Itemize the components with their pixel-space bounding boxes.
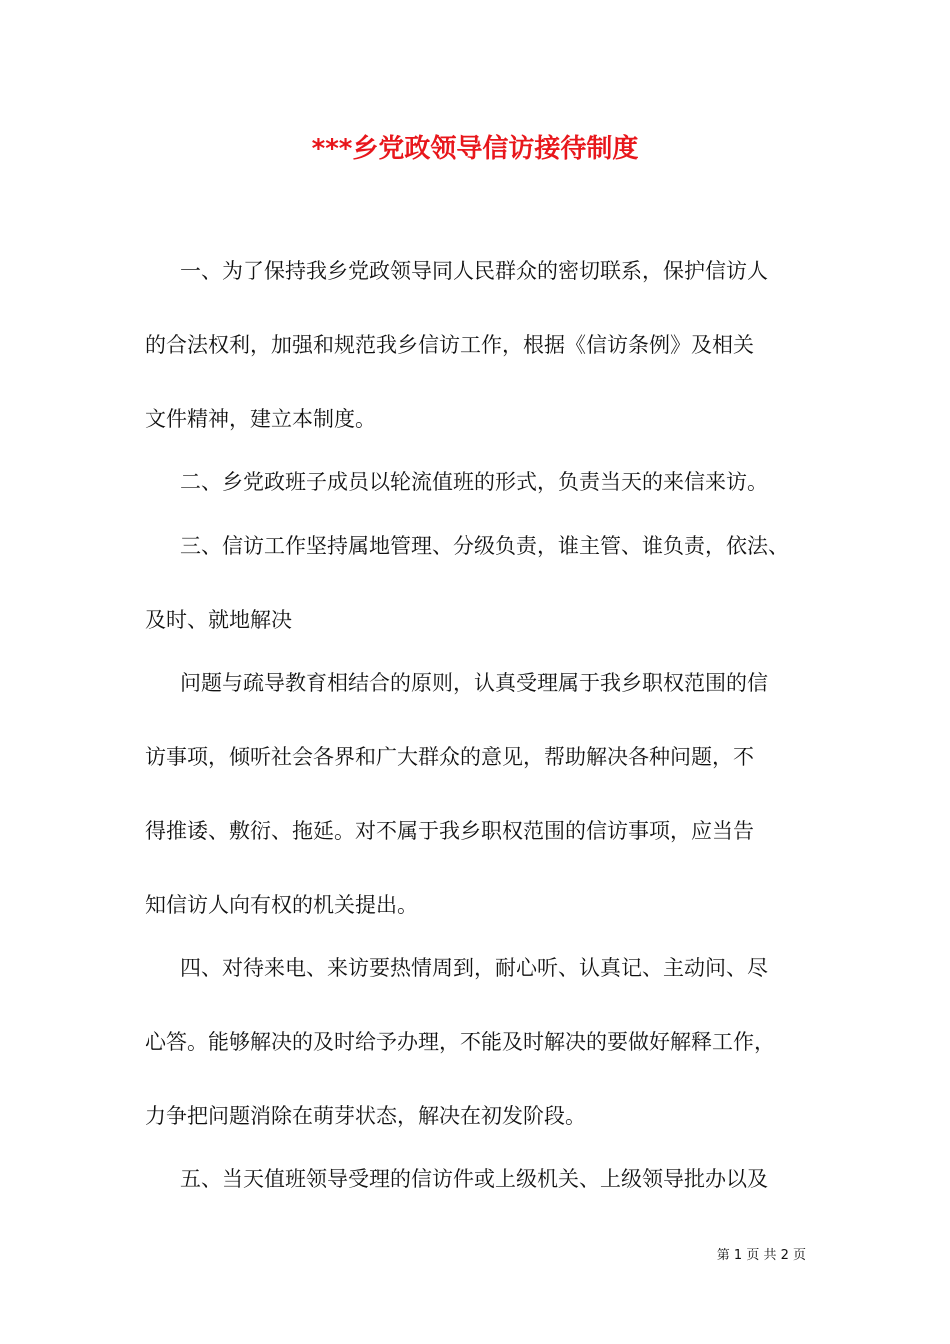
document-title: ***乡党政领导信访接待制度 xyxy=(311,134,639,164)
paragraph-line: 三、信访工作坚持属地管理、分级负责，谁主管、谁负责，依法、 xyxy=(180,534,789,558)
paragraph-line: 知信访人向有权的机关提出。 xyxy=(145,893,418,917)
paragraph-line: 力争把问题消除在萌芽状态，解决在初发阶段。 xyxy=(145,1104,586,1128)
paragraph-line: 心答。能够解决的及时给予办理，不能及时解决的要做好解释工作， xyxy=(145,1030,775,1054)
paragraph-line: 文件精神，建立本制度。 xyxy=(145,407,376,431)
page-number: 第 1 页 共 2 页 xyxy=(716,1248,806,1263)
paragraph-line: 访事项，倾听社会各界和广大群众的意见，帮助解决各种问题，不 xyxy=(145,745,754,769)
paragraph-line: 一、为了保持我乡党政领导同人民群众的密切联系，保护信访人 xyxy=(180,259,768,283)
paragraph-line: 得推诿、敷衍、拖延。对不属于我乡职权范围的信访事项，应当告 xyxy=(145,819,754,843)
paragraph-line: 的合法权利，加强和规范我乡信访工作，根据《信访条例》及相关 xyxy=(145,333,754,357)
paragraph-line: 四、对待来电、来访要热情周到，耐心听、认真记、主动问、尽 xyxy=(180,956,768,980)
paragraph-line: 及时、就地解决 xyxy=(145,608,292,632)
paragraph-line: 五、当天值班领导受理的信访件或上级机关、上级领导批办以及 xyxy=(180,1167,768,1191)
paragraph-line: 二、乡党政班子成员以轮流值班的形式，负责当天的来信来访。 xyxy=(180,470,768,494)
paragraph-line: 问题与疏导教育相结合的原则，认真受理属于我乡职权范围的信 xyxy=(180,671,768,695)
